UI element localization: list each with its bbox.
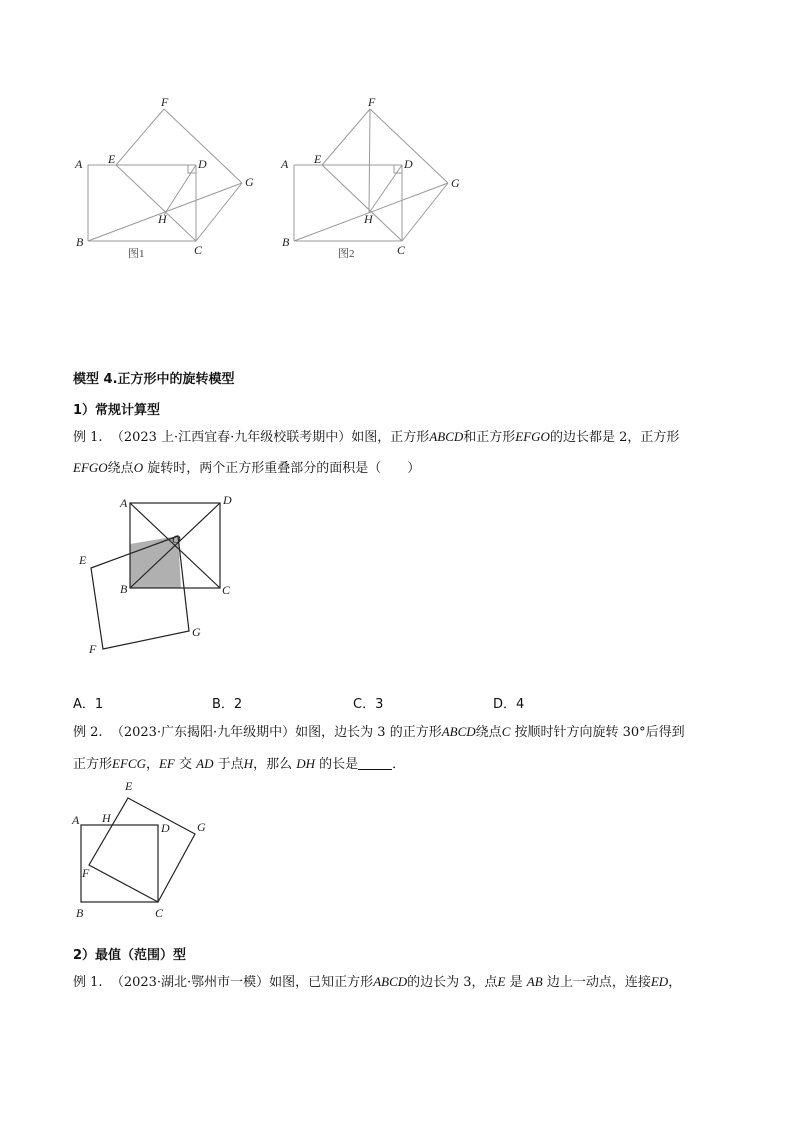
label-A: A — [281, 157, 289, 171]
figure-2 — [276, 95, 476, 265]
label-C: C — [155, 906, 164, 920]
label-F: F — [89, 642, 97, 656]
label-B: B — [120, 582, 128, 596]
figure-1-caption: 图1 — [128, 248, 145, 260]
label-G: G — [197, 820, 206, 834]
label-A: A — [72, 813, 80, 827]
label-F: F — [161, 95, 169, 109]
label-D: D — [161, 821, 170, 835]
example-1-line-2: EFGO绕点O 旋转时，两个正方形重叠部分的面积是（ ） — [73, 460, 421, 476]
label-A: A — [120, 496, 128, 510]
example-1-figure — [72, 490, 242, 660]
label-G: G — [245, 175, 254, 189]
label-H: H — [158, 212, 167, 226]
label-B: B — [76, 235, 84, 249]
example-1-line-1: 例 1. （2023 上·江西宜春·九年级校联考期中）如图，正方形ABCD和正方形EFGO的边长都是 2，正方形 — [73, 429, 680, 445]
label-D: D — [404, 157, 413, 171]
label-D: D — [223, 493, 232, 507]
label-G: G — [451, 176, 460, 190]
option-d[interactable]: D．4 — [493, 697, 525, 712]
label-H: H — [364, 212, 373, 226]
label-A: A — [75, 157, 83, 171]
option-b[interactable]: B．2 — [212, 697, 243, 712]
example-2-line-2: 正方形EFCG，EF 交 AD 于点H，那么 DH 的长是 ． — [73, 756, 406, 772]
label-C: C — [397, 243, 406, 257]
label-B: B — [282, 235, 290, 249]
label-F: F — [368, 95, 376, 109]
label-H: H — [102, 811, 111, 825]
label-G: G — [192, 625, 201, 639]
label-E: E — [108, 152, 116, 166]
section-title: 模型 4.正方形中的旋转模型 — [73, 372, 235, 387]
figure-2-caption: 图2 — [338, 248, 355, 260]
figure-1 — [70, 95, 270, 265]
label-C: C — [222, 583, 231, 597]
label-E: E — [125, 779, 133, 793]
option-c[interactable]: C．3 — [353, 697, 384, 712]
example-2-line-1: 例 2. （2023·广东揭阳·九年级期中）如图，边长为 3 的正方形ABCD绕点C 按顺时针方向旋转 30°后得到 — [73, 724, 685, 740]
label-E: E — [79, 553, 87, 567]
example-2-figure — [70, 778, 220, 923]
label-B: B — [76, 906, 84, 920]
label-C: C — [194, 243, 203, 257]
option-a[interactable]: A．1 — [73, 697, 104, 712]
subsection-title-2: 2）最值（范围）型 — [73, 948, 187, 963]
label-E: E — [314, 152, 322, 166]
label-D: D — [198, 157, 207, 171]
label-F: F — [82, 866, 90, 880]
subsection-title-1: 1）常规计算型 — [73, 403, 161, 418]
example-3-line-1: 例 1. （2023·湖北·鄂州市一模）如图，已知正方形ABCD的边长为 3，点E 是 AB 边上一动点，连接ED， — [73, 974, 682, 990]
label-O: O — [172, 532, 181, 546]
answer-blank[interactable] — [358, 756, 392, 770]
